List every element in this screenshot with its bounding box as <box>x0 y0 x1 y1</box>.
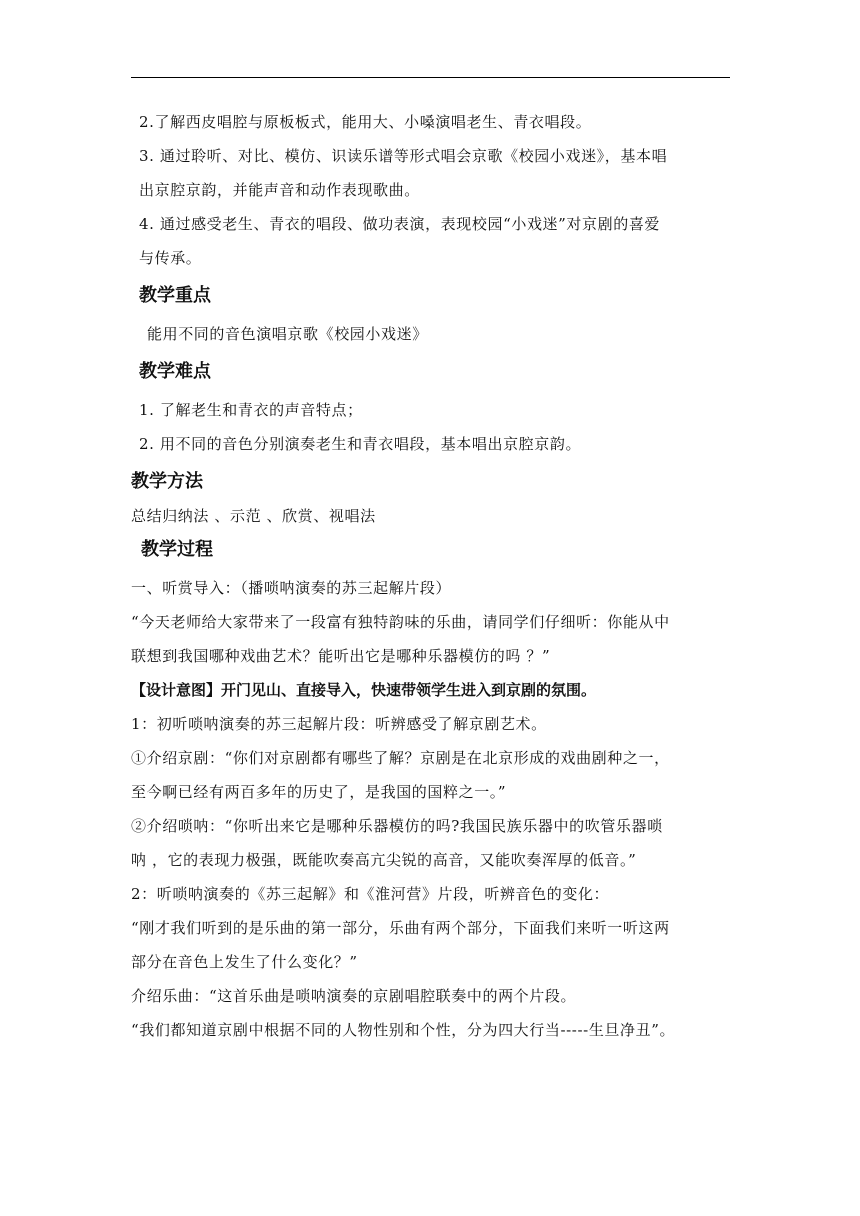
intro-music: 介绍乐曲：“这首乐曲是唢呐演奏的京剧唱腔联奏中的两个片段。 <box>131 987 577 1005</box>
process-quote-2-line-1: “刚才我们听到的是乐曲的第一部分，乐曲有两个部分，下面我们来听一听这两 <box>131 919 670 937</box>
key-points-heading: 教学重点 <box>139 285 211 306</box>
header-rule <box>131 77 730 78</box>
intro-peking-opera-line-2: 至今啊已经有两百多年的历史了，是我国的国粹之一。” <box>131 783 507 801</box>
intro-peking-opera-line-1: ①介绍京剧：“你们对京剧都有哪些了解？京剧是在北京形成的戏曲剧种之一， <box>131 749 670 767</box>
process-step-1: 1：初听唢呐演奏的苏三起解片段：听辨感受了解京剧艺术。 <box>131 715 547 733</box>
document-body <box>131 105 731 1047</box>
intro-suona <box>131 809 731 877</box>
process-quote-2-line-2: 部分在音色上发生了什么变化？” <box>131 953 358 971</box>
difficulties-heading: 教学难点 <box>139 361 211 382</box>
process-quote-2 <box>131 911 731 979</box>
methods-heading: 教学方法 <box>131 471 203 492</box>
objective-item-4 <box>131 207 731 275</box>
process-quote-3: “我们都知道京剧中根据不同的人物性别和个性，分为四大行当-----生旦净丑”。 <box>131 1021 676 1039</box>
design-intent: 【设计意图】开门见山、直接导入，快速带领学生进入到京剧的氛围。 <box>131 681 597 699</box>
key-points-text: 能用不同的音色演唱京歌《校园小戏迷》 <box>147 325 428 343</box>
methods-text: 总结归纳法 、示范 、欣赏、视唱法 <box>131 507 376 525</box>
intro-suona-line-1: ②介绍唢呐：“你听出来它是哪种乐器模仿的吗?我国民族乐器中的吹管乐器唢 <box>131 817 663 835</box>
process-quote-1 <box>131 605 731 673</box>
objective-item-3 <box>131 139 731 207</box>
objective-item-4-line-1: 4. 通过感受老生、青衣的唱段、做功表演，表现校园“小戏迷”对京剧的喜爱 <box>139 215 661 233</box>
process-step-2: 2：听唢呐演奏的《苏三起解》和《淮河营》片段，听辨音色的变化： <box>131 885 610 903</box>
difficulty-item-2: 2. 用不同的音色分别演奏老生和青衣唱段，基本唱出京腔京韵。 <box>139 435 582 453</box>
difficulty-item-1: 1. 了解老生和青衣的声音特点； <box>139 401 363 419</box>
process-quote-1-line-1: “今天老师给大家带来了一段富有独特韵味的乐曲，请同学们仔细听：你能从中 <box>131 613 670 631</box>
process-quote-1-line-2: 联想到我国哪种戏曲艺术？能听出它是哪种乐器模仿的吗 ？” <box>131 647 551 665</box>
process-heading: 教学过程 <box>141 539 213 560</box>
process-section-1: 一、听赏导入：（播唢呐演奏的苏三起解片段） <box>131 579 452 597</box>
objective-item-2: 2.了解西皮唱腔与原板板式，能用大、小嗓演唱老生、青衣唱段。 <box>139 113 592 131</box>
objective-item-3-line-2: 出京腔京韵，并能声音和动作表现歌曲。 <box>139 181 420 199</box>
intro-suona-line-2: 呐 ，它的表现力极强，既能吹奏高亢尖锐的高音，又能吹奏浑厚的低音。” <box>131 851 637 869</box>
objective-item-4-line-2: 与传承。 <box>139 249 202 267</box>
objective-item-3-line-1: 3. 通过聆听、对比、模仿、识读乐谱等形式唱会京歌《校园小戏迷》，基本唱 <box>139 147 668 165</box>
intro-peking-opera <box>131 741 731 809</box>
